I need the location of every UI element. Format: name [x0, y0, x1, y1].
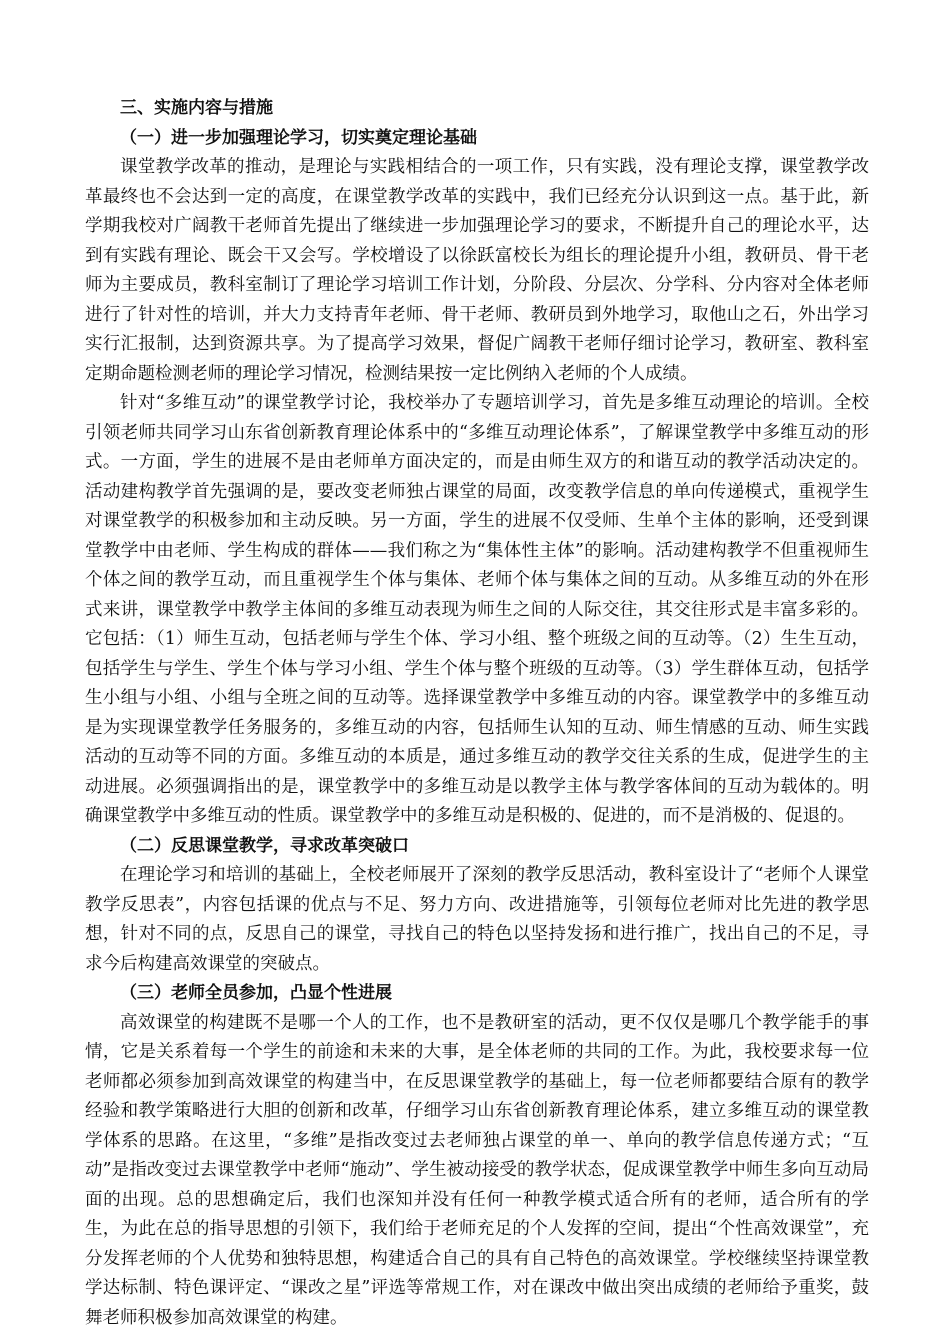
subsection-heading-1: （一）进一步加强理论学习，切实奠定理论基础: [120, 127, 477, 148]
section-title: 三、实施内容与措施: [120, 98, 273, 118]
paragraph: 在理论学习和培训的基础上，全校老师展开了深刻的教学反思活动，教科室设计了“老师个人课堂教学反思表”，内容包括课的优点与不足、努力方向、改进措施等，引领每位老师对比先进的教学思想，针对不同的点，反思自己的课堂，寻找自己的特色以坚持发扬和进行推广，找出自己的不足，寻求今后构建高效课堂的突破点。: [85, 865, 869, 974]
paragraph: 课堂教学改革的推动，是理论与实践相结合的一项工作，只有实践，没有理论支撑，课堂教学改革最终也不会达到一定的高度，在课堂教学改革的实践中，我们已经充分认识到这一点。基于此，新学期我校对广阔教干老师首先提出了继续进一步加强理论学习的要求，不断提升自己的理论水平，达到有实践有理论、既会干又会写。学校增设了以徐跃富校长为组长的理论提升小组，教研员、骨干老师为主要成员，教科室制订了理论学习培训工作计划，分阶段、分层次、分学科、分内容对全体老师进行了针对性的培训，并大力支持青年老师、骨干老师、教研员到外地学习，取他山之石，外出学习实行汇报制，达到资源共享。为了提高学习效果，督促广阔教干老师仔细讨论学习，教研室、教科室定期命题检测老师的理论学习情况，检测结果按一定比例纳入老师的个人成绩。: [85, 157, 869, 384]
document-page: [85, 94, 869, 1333]
paragraph: 针对“多维互动”的课堂教学讨论，我校举办了专题培训学习，首先是多维互动理论的培训。全校引领老师共同学习山东省创新教育理论体系中的“多维互动理论体系”，了解课堂教学中多维互动的形式。一方面，学生的进展不是由老师单方面决定的，而是由师生双方的和谐互动的教学活动决定的。活动建构教学首先强调的是，要改变老师独占课堂的局面，改变教学信息的单向传递模式，重视学生对课堂教学的积极参加和主动反映。另一方面，学生的进展不仅受师、生单个主体的影响，还受到课堂教学中由老师、学生构成的群体——我们称之为“集体性主体”的影响。活动建构教学不但重视师生个体之间的教学互动，而且重视学生个体与集体、老师个体与集体之间的互动。从多维互动的外在形式来讲，课堂教学中教学主体间的多维互动表现为师生之间的人际交往，其交往形式是丰富多彩的。它包括：（1）师生互动，包括老师与学生个体、学习小组、整个班级之间的互动等。（2）生生互动，包括学生与学生、学生个体与学习小组、学生个体与整个班级的互动等。（3）学生群体互动，包括学生小组与小组、小组与全班之间的互动等。选择课堂教学中多维互动的内容。课堂教学中的多维互动是为实现课堂教学任务服务的，多维互动的内容，包括师生认知的互动、师生情感的互动、师生实践活动的互动等不同的方面。多维互动的本质是，通过多维互动的教学交往关系的生成，促进学生的主动进展。必须强调指出的是，课堂教学中的多维互动是以教学主体与教学客体间的互动为载体的。明确课堂教学中多维互动的性质。课堂教学中的多维互动是积极的、促进的，而不是消极的、促退的。: [85, 393, 869, 826]
paragraph: 高效课堂的构建既不是哪一个人的工作，也不是教研室的活动，更不仅仅是哪几个教学能手的事情，它是关系着每一个学生的前途和未来的大事，是全体老师的共同的工作。为此，我校要求每一位老师都必须参加到高效课堂的构建当中，在反思课堂教学的基础上，每一位老师都要结合原有的教学经验和教学策略进行大胆的创新和改革，仔细学习山东省创新教育理论体系，建立多维互动的课堂教学体系的思路。在这里，“多维”是指改变过去老师独占课堂的单一、单向的教学信息传递方式；“互动”是指改变过去课堂教学中老师“施动”、学生被动接受的教学状态，促成课堂教学中师生多向互动局面的出现。总的思想确定后，我们也深知并没有任何一种教学模式适合所有的老师，适合所有的学生，为此在总的指导思想的引领下，我们给于老师充足的个人发挥的空间，提出“个性高效课堂”，充分发挥老师的个人优势和独特思想，构建适合自己的具有自己特色的高效课堂。学校继续坚持课堂教学达标制、特色课评定、“课改之星”评选等常规工作，对在课改中做出突出成绩的老师给予重奖，鼓舞老师积极参加高效课堂的构建。: [85, 1012, 869, 1328]
subsection-heading-3: （三）老师全员参加，凸显个性进展: [120, 983, 392, 1003]
subsection-heading-2: （二）反思课堂教学，寻求改革突破口: [120, 835, 409, 856]
